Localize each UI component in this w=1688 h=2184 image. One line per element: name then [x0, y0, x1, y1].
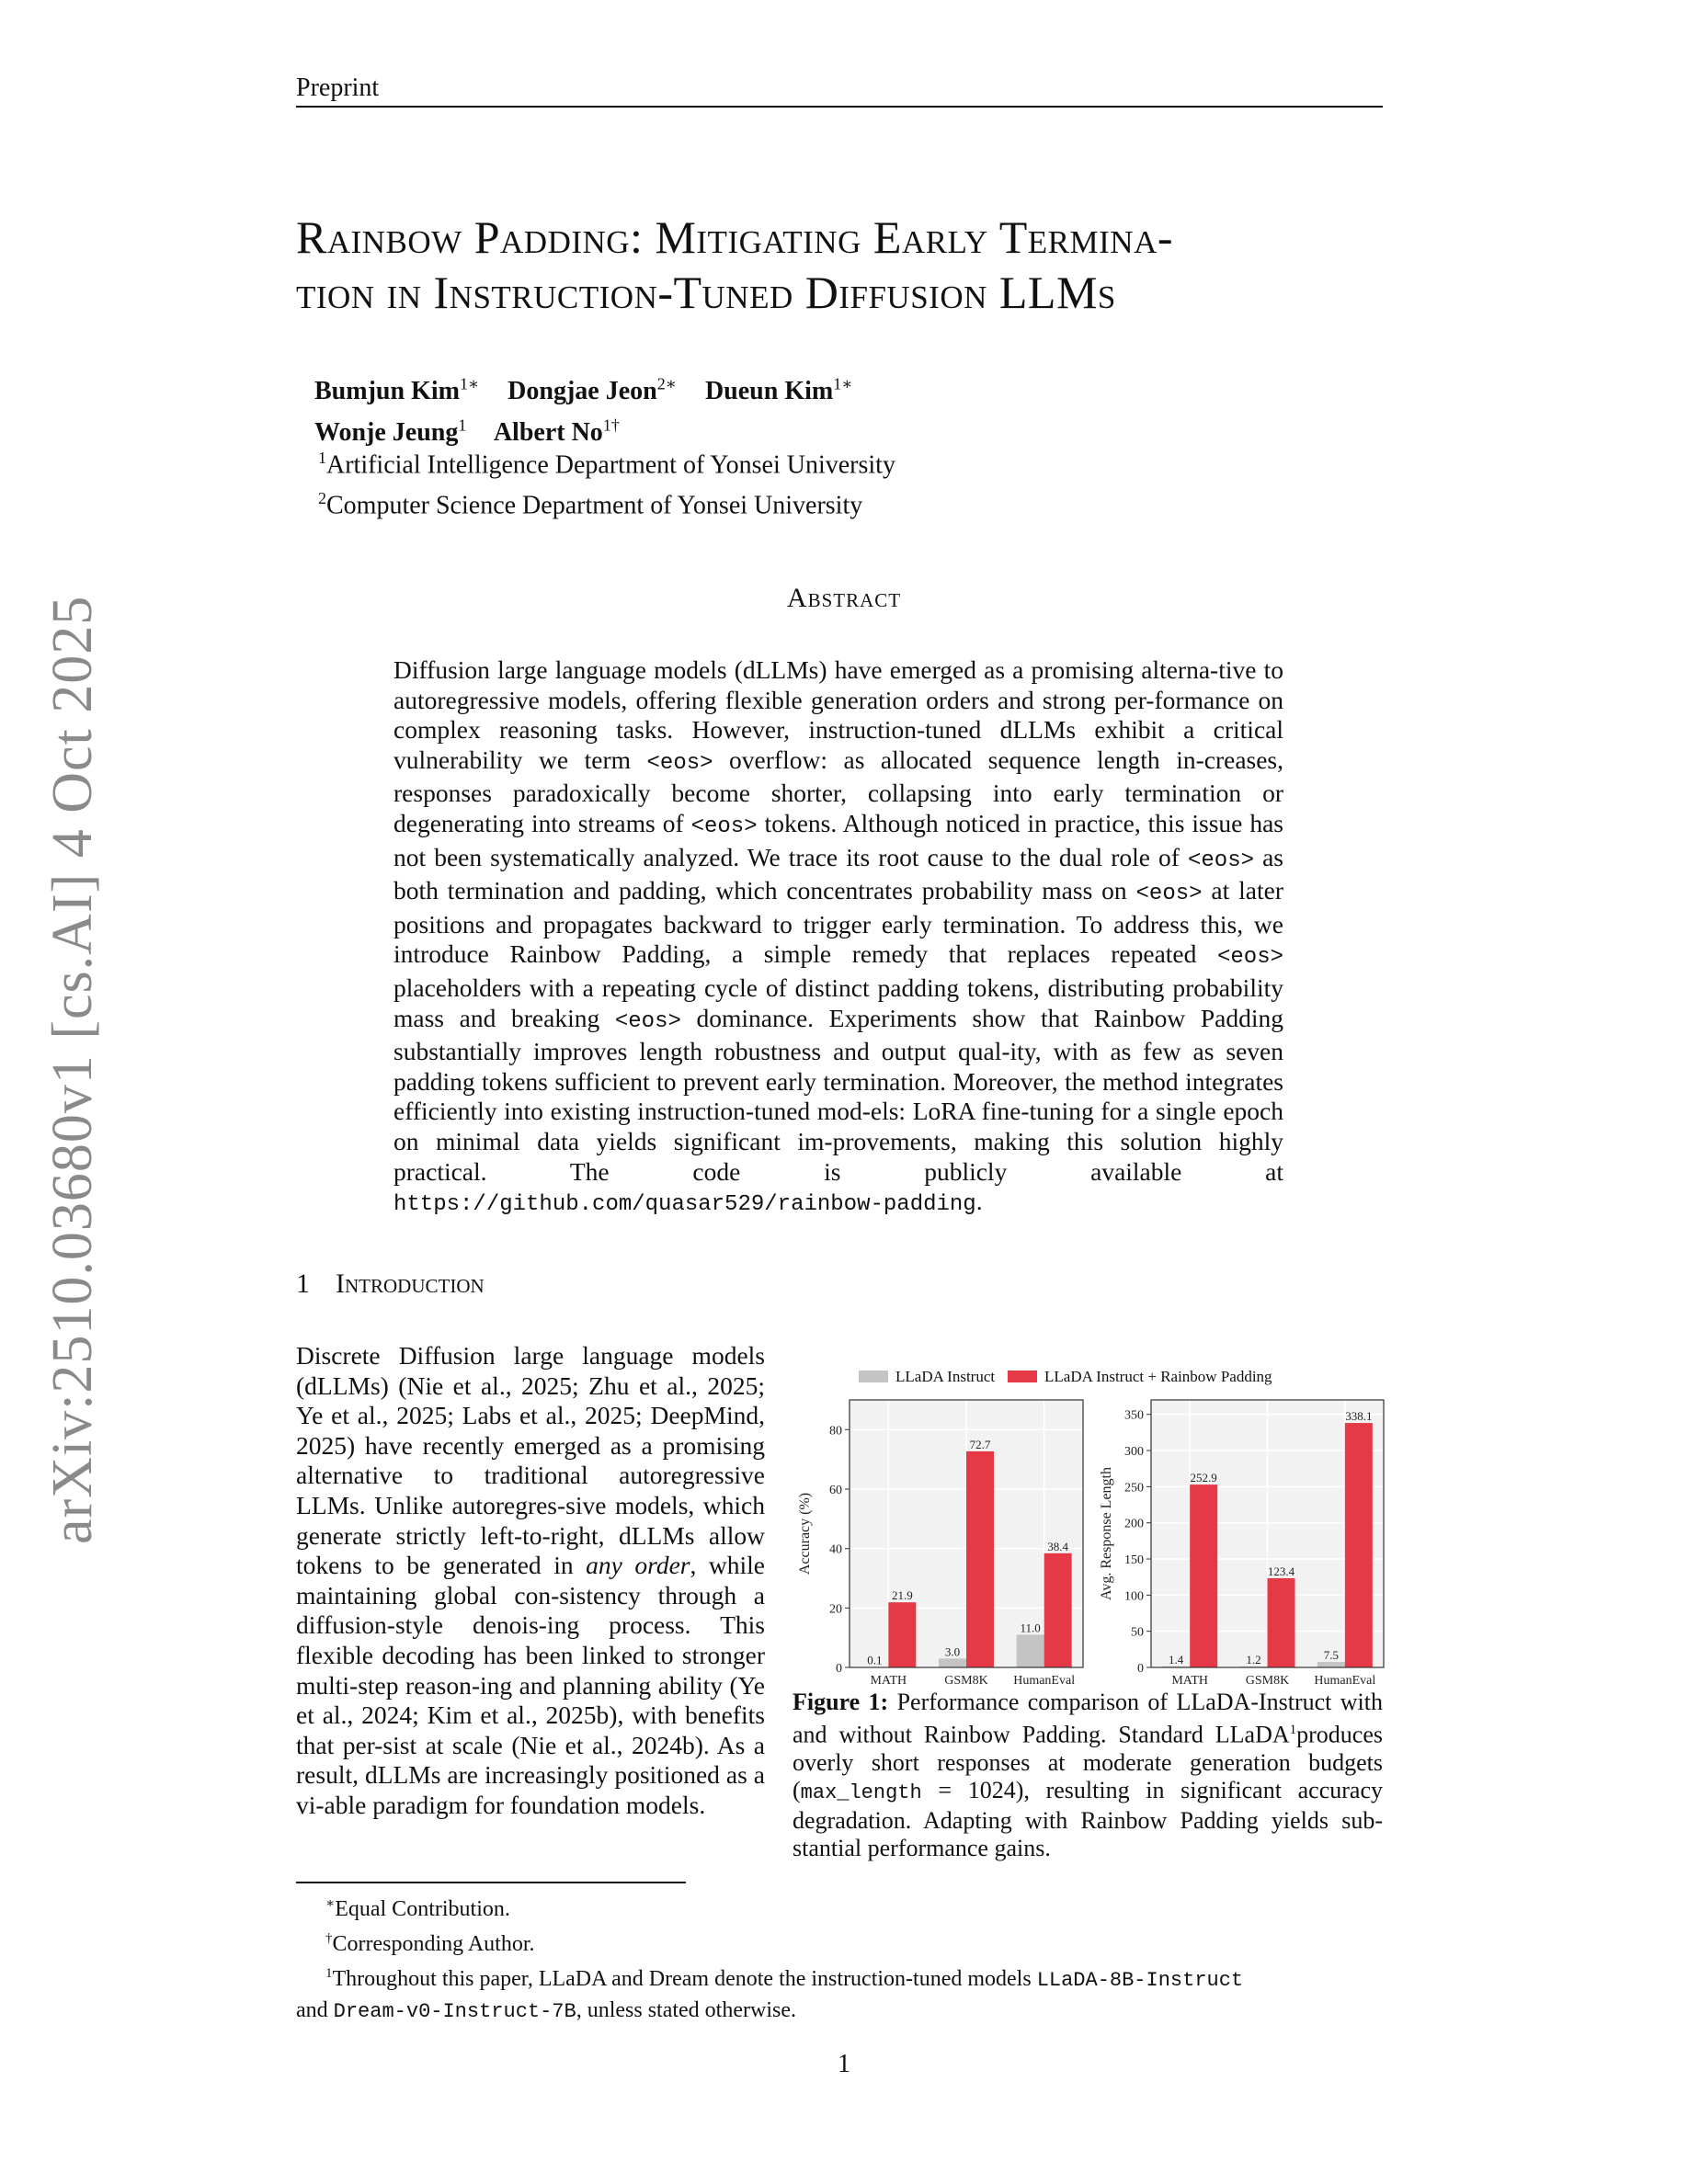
abstract-text: at later positions and propagates backward to trigger early termination. To address this, we introduce Rainbow Padding, a simple remedy that replaces repeated: [393, 876, 1283, 969]
author-row-1: [314, 368, 874, 408]
abstract-text: Diffusion large language models (dLLMs) have emerged as a promising alterna-tive to autoregressive models, offering flexible generation orders and strong per-formance on complex reasoning tasks. However, instruction-tuned dLLMs exhibit a critical vulnerability we term: [393, 655, 1283, 774]
footnote-code: LLaDA-8B-Instruct: [1036, 1969, 1244, 1992]
affiliation-mark: 1: [318, 449, 326, 467]
abstract-text: overflow: as allocated sequence length in-creases, responses paradoxically become shorter, collapsing into early termination or degenerating into streams of: [393, 745, 1284, 837]
intro-text: , while maintaining global con-sistency through a diffusion-style denois-ing process. This flexible decoding has been linked to stronger multi-step reason-ing and planning ability (Ye et al., 2024; Kim et al., 2025b), with benefits that per-sist at scale (Nie et al., 2024b). As a result, dLLMs are increasingly positioned as a vi-able paradigm for foundation models.: [296, 1551, 766, 1819]
eos-token: <eos>: [1135, 882, 1203, 907]
affiliations: [318, 441, 895, 523]
abstract-text: tokens. Although noticed in practice, this issue has not been systematically analyzed. We trace its root cause to the dual role of: [393, 808, 1283, 871]
legend-swatch: [859, 1371, 888, 1382]
author: [508, 377, 677, 405]
footnote: [296, 1959, 1390, 1996]
section-heading-introduction: [296, 1268, 485, 1300]
page-number: 1: [838, 2050, 850, 2078]
bar-rainbow-padding: [1268, 1578, 1295, 1667]
abstract-heading: Abstract: [786, 583, 902, 613]
y-tick-label: 60: [829, 1484, 842, 1497]
bar-value-label: 21.9: [891, 1588, 913, 1603]
author-list: [314, 368, 874, 449]
title-line-2: tion in Instruction-Tuned Diffusion LLMs: [296, 267, 1116, 318]
bar-rainbow-padding: [1044, 1553, 1072, 1667]
eos-token: <eos>: [690, 813, 758, 839]
bar-value-label: 252.9: [1190, 1471, 1217, 1485]
legend-label: LLaDA Instruct: [895, 1368, 996, 1385]
x-tick-label: HumanEval: [1314, 1674, 1376, 1688]
caption-code: max_length: [800, 1780, 922, 1804]
figure-1-chart: [791, 1342, 1397, 1691]
abstract-body: [393, 655, 1283, 1221]
y-axis-label: Avg. Response Length: [1099, 1466, 1114, 1601]
footnotes: [296, 1889, 1390, 2027]
footnote: [296, 1924, 1390, 1959]
caption-text: = 1024), resulting in significant accuracy degradation. Adapting with Rainbow Padding yields sub-stantial performance gains.: [793, 1776, 1383, 1861]
footnote-continuation: [296, 1996, 1390, 2027]
footnote-code: Dream-v0-Instruct-7B: [333, 2000, 576, 2023]
footnote-rule: [296, 1882, 686, 1883]
bar-value-label: 338.1: [1345, 1409, 1373, 1424]
footnote-text: , unless stated otherwise.: [576, 1998, 796, 2022]
bar-value-label: 11.0: [1020, 1621, 1041, 1635]
author: [314, 377, 479, 405]
legend-label: LLaDA Instruct + Rainbow Padding: [1044, 1368, 1272, 1385]
bar-baseline: [1017, 1634, 1044, 1667]
y-tick-label: 250: [1124, 1481, 1144, 1496]
section-title: Introduction: [336, 1268, 485, 1299]
footnote-mark: †: [325, 1931, 333, 1946]
y-tick-label: 150: [1124, 1553, 1144, 1568]
footnote-mark: 1: [325, 1966, 333, 1981]
author-name: Dongjae Jeon: [508, 377, 657, 406]
bar-value-label: 38.4: [1047, 1539, 1069, 1553]
bar-value-label: 72.7: [969, 1437, 991, 1451]
author-name: Bumjun Kim: [314, 377, 460, 406]
intro-emphasis: any order: [586, 1551, 690, 1580]
y-tick-label: 0: [1137, 1662, 1144, 1676]
paper-title: [296, 210, 1399, 320]
header-rule: [296, 106, 1383, 108]
footnote-text: Corresponding Author.: [332, 1932, 535, 1956]
bar-value-label: 0.1: [867, 1653, 883, 1667]
x-tick-label: MATH: [870, 1674, 907, 1688]
affiliation-text: Artificial Intelligence Department of Yonsei University: [326, 450, 895, 480]
footnote-mark: ∗: [325, 1896, 336, 1911]
y-tick-label: 350: [1124, 1408, 1144, 1423]
author-name: Albert No: [493, 417, 603, 447]
y-tick-label: 80: [829, 1424, 842, 1439]
abstract-text: as both termination and padding, which concentrates probability mass on: [393, 842, 1283, 905]
title-line-1: Rainbow Padding: Mitigating Early Termina-: [296, 211, 1174, 263]
author-marks: 1†: [602, 415, 620, 435]
bar-rainbow-padding: [966, 1451, 994, 1667]
abstract-text: dominance. Experiments show that Rainbow Padding substantially improves length robustness and output qual-ity, with as few as seven padding tokens sufficient to prevent early termination. Moreover, the method integrates efficiently into existing instruction-tuned mod-els: LoRA fine-tuning for a single epoch on minimal data yields significant im-provements, making this solution highly practical. The code is publicly available at: [393, 1003, 1283, 1186]
figure-1: [791, 1342, 1397, 1691]
y-tick-label: 0: [836, 1662, 842, 1676]
affiliation-mark: 2: [318, 489, 326, 508]
abstract-text: .: [975, 1187, 983, 1216]
running-header: Preprint: [296, 74, 380, 102]
x-tick-label: MATH: [1171, 1674, 1209, 1688]
footnote-text: Equal Contribution.: [335, 1897, 510, 1921]
author-marks: 2∗: [656, 375, 677, 393]
section-number: 1: [296, 1268, 310, 1299]
figure-caption: [793, 1689, 1383, 1862]
bar-rainbow-padding: [888, 1602, 916, 1667]
bar-value-label: 3.0: [944, 1644, 961, 1659]
eos-token: <eos>: [1188, 847, 1255, 873]
intro-text: Discrete Diffusion large language models (dLLMs) (Nie et al., 2025; Zhu et al., 2025; Ye et al., 2025; Labs et al., 2025; DeepMind, 2025) have recently emerged as a promising alternative to traditional autoregressive LLMs. Unlike autoregres-sive models, which generate strictly left-to-right, dLLMs allow tokens to be generated in: [296, 1341, 765, 1580]
bar-baseline: [1317, 1662, 1345, 1667]
legend-swatch: [1008, 1371, 1037, 1382]
bar-value-label: 1.4: [1169, 1652, 1184, 1666]
bar-value-label: 7.5: [1323, 1648, 1339, 1663]
footnote: [296, 1889, 1390, 1924]
caption-text: Performance comparison of LLaDA-Instruct with and without Rainbow Padding. Standard LLaDA: [793, 1689, 1383, 1748]
affiliation-text: Computer Science Department of Yonsei University: [326, 491, 863, 520]
author-marks: 1∗: [459, 375, 480, 393]
footnote-ref[interactable]: 1: [1289, 1723, 1297, 1737]
author: [705, 377, 852, 405]
footnote-text: Throughout this paper, LLaDA and Dream denote the instruction-tuned models: [332, 1967, 1037, 1991]
bar-baseline: [939, 1658, 966, 1667]
y-tick-label: 300: [1124, 1445, 1144, 1460]
x-tick-label: HumanEval: [1013, 1674, 1076, 1688]
bar-rainbow-padding: [1190, 1484, 1217, 1667]
x-tick-label: GSM8K: [1245, 1674, 1290, 1688]
caption-label: Figure 1:: [793, 1689, 889, 1715]
y-tick-label: 100: [1124, 1589, 1144, 1604]
y-axis-label: Accuracy (%): [797, 1492, 813, 1575]
eos-token: <eos>: [1216, 945, 1283, 971]
y-tick-label: 20: [829, 1602, 842, 1617]
y-tick-label: 200: [1124, 1517, 1144, 1531]
x-tick-label: GSM8K: [944, 1674, 988, 1688]
bar-value-label: 1.2: [1246, 1653, 1261, 1667]
caption-text: produces overly short responses at moderate generation budgets (: [793, 1721, 1383, 1803]
arxiv-identifier-stamp: arXiv:2510.03680v1 [cs.AI] 4 Oct 2025: [41, 595, 104, 1544]
affiliation: [318, 482, 895, 522]
eos-token: <eos>: [646, 750, 713, 776]
introduction-paragraph: [296, 1341, 765, 1821]
footnote-text: and: [296, 1998, 334, 2022]
bar-rainbow-padding: [1345, 1423, 1373, 1667]
author-marks: 1∗: [833, 375, 853, 393]
author-marks: 1: [458, 415, 467, 435]
author-name: Dueun Kim: [704, 377, 834, 406]
code-repository-link[interactable]: https://github.com/quasar529/rainbow-padding: [393, 1192, 976, 1218]
abstract-text: placeholders with a repeating cycle of distinct padding tokens, distributing probability mass and breaking: [393, 973, 1283, 1032]
eos-token: <eos>: [614, 1008, 681, 1034]
bar-value-label: 123.4: [1267, 1564, 1295, 1578]
affiliation: [318, 441, 895, 482]
y-tick-label: 40: [829, 1542, 842, 1557]
y-tick-label: 50: [1131, 1625, 1144, 1640]
author-name: Wonje Jeung: [314, 417, 459, 447]
